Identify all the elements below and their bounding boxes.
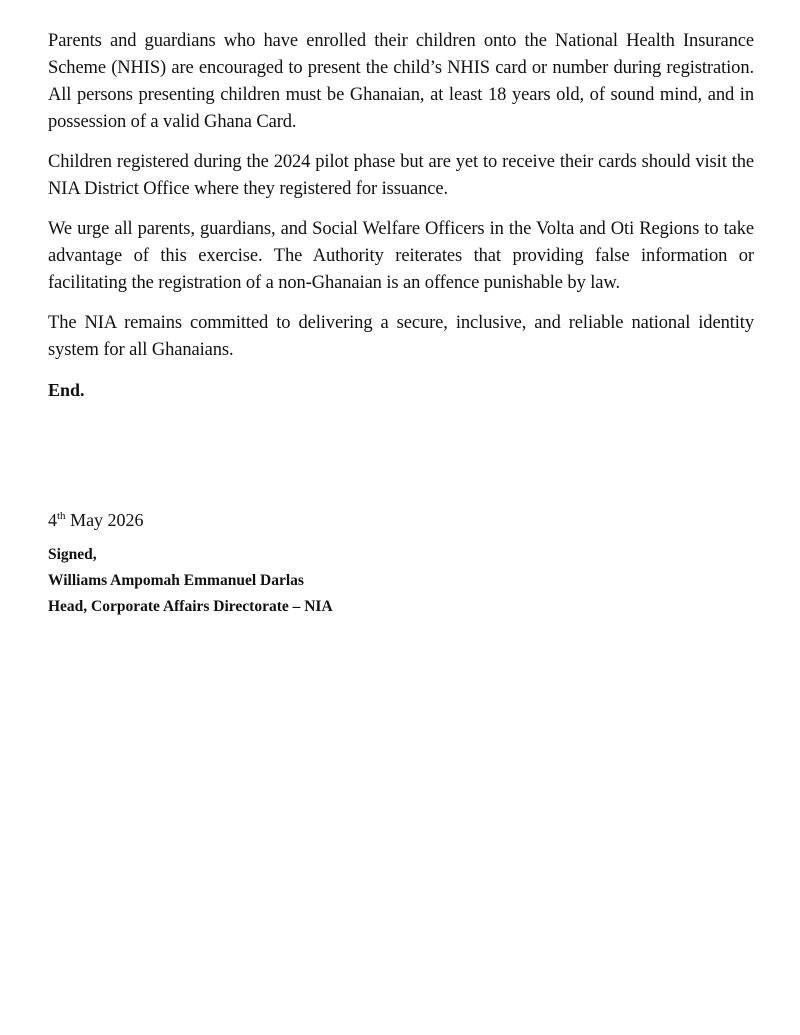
- paragraph-pilot-phase: Children registered during the 2024 pilot phase but are yet to receive their cards should visit the NIA District Office where they registered for issuance.: [48, 152, 754, 199]
- signed-label: Signed,: [48, 546, 97, 563]
- signatory-title: Head, Corporate Affairs Directorate – NIA: [48, 598, 333, 615]
- date-month-year: May 2026: [65, 510, 144, 530]
- document-body: [48, 28, 754, 404]
- signature-block: [48, 542, 333, 620]
- end-marker: End.: [48, 380, 85, 400]
- paragraph-nhis-registration: Parents and guardians who have enrolled their children onto the National Health Insurance Scheme (NHIS) are encouraged to present the child’s NHIS card or number during registration. All persons presenting children must be Ghanaian, at least 18 years old, of sound mind, and in possession of a valid Ghana Card.: [48, 31, 754, 132]
- date-day: 4: [48, 510, 57, 530]
- paragraph-commitment: The NIA remains committed to delivering a secure, inclusive, and reliable national identity system for all Ghanaians.: [48, 313, 754, 360]
- signatory-name: Williams Ampomah Emmanuel Darlas: [48, 572, 304, 589]
- document-date: [48, 507, 144, 534]
- paragraph-urge-parents: We urge all parents, guardians, and Social Welfare Officers in the Volta and Oti Regions to take advantage of this exercise. The Authority reiterates that providing false information or facilitating the registration of a non-Ghanaian is an offence punishable by law.: [48, 219, 754, 293]
- date-ordinal-suffix: th: [57, 510, 66, 522]
